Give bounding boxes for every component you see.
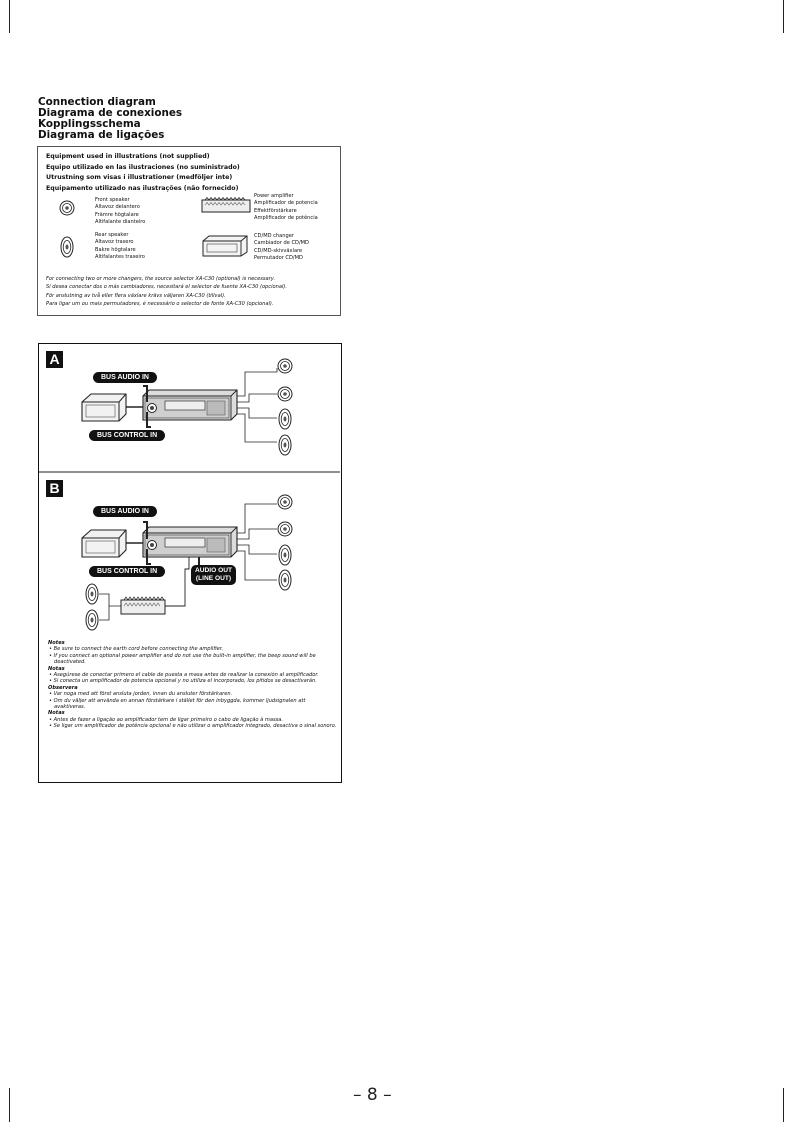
cd-changer-a bbox=[82, 394, 126, 421]
rear-speaker-label-en: Rear speaker bbox=[95, 232, 129, 238]
power-amplifier-icon bbox=[201, 197, 251, 213]
note-sv-1-text: Var noga med att först ansluta jorden, innan du ansluter förstärkaren. bbox=[53, 691, 233, 698]
amp-speaker-wires bbox=[99, 594, 121, 620]
cd-changer-label-sv: CD/MD-skivväxlare bbox=[254, 247, 303, 254]
note-pt-1: • Antes de fazer a ligação ao amplificador tem de ligar primeiro o cabo de ligação à massa. bbox=[49, 716, 284, 723]
power-amplifier-label-es: Amplificador de potencia bbox=[254, 200, 318, 207]
page-number: – 8 – bbox=[353, 1085, 392, 1105]
rear-speaker-labels bbox=[95, 232, 145, 262]
bus-audio-in-label-a: BUS AUDIO IN bbox=[93, 372, 157, 383]
audio-out-label bbox=[191, 565, 236, 585]
note-pt-2-text: Se ligar um amplificador de potência opcional e não utilizar o amplificador integrado, desactiva o sinal sonoro. bbox=[53, 723, 337, 730]
crop-mark-top-right-v bbox=[783, 0, 784, 33]
crop-mark-top-left-v bbox=[9, 0, 10, 33]
note-es-1: • Asegúrese de conectar primero el cable de puesta a masa antes de realizar la conexión al amplificador. bbox=[49, 672, 319, 679]
rear-speaker-b1-icon bbox=[279, 545, 291, 565]
speaker-wires-a bbox=[237, 368, 277, 442]
title-es: Diagrama de conexiones bbox=[38, 107, 183, 119]
audio-out-text: AUDIO OUT bbox=[195, 567, 232, 574]
note-pt-1-text: Antes de fazer a ligação ao amplificador tem de ligar primeiro o cabo de ligação à massa. bbox=[53, 716, 284, 723]
note-sv-2-text: Om du väljer att använda en annan förstärkare i stället för den inbyggda, kommer ljudsignalen att avaktiveras. bbox=[53, 697, 306, 711]
cd-changer-b bbox=[82, 530, 126, 557]
cd-changer-label-pt: Permutador CD/MD bbox=[254, 255, 303, 262]
front-speaker-label-es: Altavoz delantero bbox=[95, 204, 140, 211]
power-amplifier-labels bbox=[254, 193, 318, 223]
title-sv: Kopplingsschema bbox=[38, 118, 141, 130]
rear-speaker-a1-icon bbox=[279, 409, 291, 429]
changer-note-pt: Para ligar um ou mais permutadores, é necessário o selector de fonte XA-C30 (opcional). bbox=[46, 300, 274, 307]
note-sv-1: • Var noga med att först ansluta jorden, innan du ansluter förstärkaren. bbox=[49, 691, 233, 698]
notes-heading-sv: Observera bbox=[48, 684, 78, 691]
equipment-box bbox=[37, 146, 341, 316]
power-amplifier-label-en: Power amplifier bbox=[254, 193, 294, 199]
notes-heading-en: Notes bbox=[48, 640, 65, 646]
note-en-1: • Be sure to connect the earth cord before connecting the amplifier. bbox=[49, 646, 224, 653]
speaker-wires-b bbox=[237, 504, 277, 580]
note-es-1-text: Asegúrese de conectar primero el cable de puesta a masa antes de realizar la conexión al amplificador. bbox=[53, 672, 319, 679]
note-en-2: • If you connect an optional power amplifier and do not use the built-in amplifier, the beep sound will be deactivated. bbox=[49, 652, 316, 666]
equipment-heading-sv: Utrustning som visas i illustrationer (medföljer inte) bbox=[46, 174, 233, 182]
front-speaker-b2-icon bbox=[278, 522, 292, 536]
rear-speaker-label-sv: Bakre högtalare bbox=[95, 246, 136, 253]
line-out-text: (LINE OUT) bbox=[195, 575, 232, 582]
power-amplifier-label-sv: Effektförstärkare bbox=[254, 207, 297, 214]
note-en-2-text: If you connect an optional power amplifier and do not use the built-in amplifier, the beep sound will be deactivated. bbox=[53, 652, 316, 666]
bus-control-in-label-b: BUS CONTROL IN bbox=[89, 566, 165, 577]
equipment-heading-en: Equipment used in illustrations (not supplied) bbox=[46, 153, 210, 160]
head-unit-b bbox=[143, 527, 237, 557]
crop-mark-bottom-right-v bbox=[783, 1088, 784, 1122]
bus-control-in-label-a: BUS CONTROL IN bbox=[89, 430, 165, 441]
page-titles bbox=[38, 97, 182, 141]
rear-speaker-label-pt: Altifalantes traseiro bbox=[95, 254, 145, 261]
power-amplifier-b bbox=[121, 597, 165, 614]
title-en: Connection diagram bbox=[38, 96, 156, 108]
title-pt: Diagrama de ligações bbox=[38, 129, 165, 141]
head-unit-a bbox=[143, 390, 237, 420]
power-amplifier-label-pt: Amplificador de potência bbox=[254, 215, 318, 222]
crop-mark-bottom-left-v bbox=[9, 1088, 10, 1122]
front-speaker-icon bbox=[59, 200, 75, 216]
changer-note-sv: För anslutning av två eller flera växlare krävs väljaren XA-C30 (tillval). bbox=[46, 292, 226, 299]
line-out-cable bbox=[165, 557, 189, 606]
changer-note-es: Si desea conectar dos o más cambiadores, necesitará el selector de fuente XA-C30 (opcional). bbox=[46, 284, 287, 291]
changer-note-en: For connecting two or more changers, the source selector XA-C30 (optional) is necessary. bbox=[46, 276, 275, 282]
front-speaker-labels bbox=[95, 197, 145, 227]
section-b-label: B bbox=[46, 480, 63, 497]
connection-diagram-box bbox=[38, 343, 342, 783]
bus-audio-in-label-b: BUS AUDIO IN bbox=[93, 506, 157, 517]
equipment-heading-es: Equipo utilizado en las ilustraciones (no suministrado) bbox=[46, 163, 240, 171]
front-speaker-b1-icon bbox=[278, 495, 292, 509]
note-pt-2: • Se ligar um amplificador de potência opcional e não utilizar o amplificador integrado, desactiva o sinal sonoro. bbox=[49, 723, 337, 730]
changer-notes bbox=[46, 275, 287, 308]
amp-speaker-b2-icon bbox=[86, 610, 98, 630]
amp-speaker-b1-icon bbox=[86, 584, 98, 604]
front-speaker-a1-icon bbox=[278, 359, 292, 373]
rear-speaker-label-es: Altavoz trasero bbox=[95, 239, 134, 246]
notes-heading-es: Notas bbox=[48, 665, 65, 672]
front-speaker-label-pt: Altifalante dianteiro bbox=[95, 219, 146, 226]
front-speaker-a2-icon bbox=[278, 387, 292, 401]
note-sv-2: • Om du väljer att använda en annan förstärkare i stället för den inbyggda, kommer ljudsignalen att avaktiveras. bbox=[49, 697, 306, 711]
note-es-2: • Si conecta un amplificador de potencia opcional y no utiliza el incorporado, los pitidos se desactivarán. bbox=[49, 678, 317, 685]
rear-speaker-b2-icon bbox=[279, 570, 291, 590]
rear-speaker-a2-icon bbox=[279, 435, 291, 455]
front-speaker-label-en: Front speaker bbox=[95, 197, 130, 203]
front-speaker-label-sv: Främre högtalare bbox=[95, 211, 139, 218]
notes-heading-pt: Notas bbox=[48, 710, 65, 717]
section-a-label: A bbox=[46, 351, 63, 368]
note-es-2-text: Si conecta un amplificador de potencia opcional y no utiliza el incorporado, los pitidos se desactivarán. bbox=[53, 678, 317, 685]
notes-section bbox=[48, 640, 338, 730]
note-en-1-text: Be sure to connect the earth cord before connecting the amplifier. bbox=[53, 646, 224, 653]
rear-speaker-icon bbox=[60, 236, 74, 258]
cd-changer-icon bbox=[201, 235, 249, 257]
cd-changer-label-en: CD/MD changer bbox=[254, 233, 294, 239]
equipment-heading-pt: Equipamento utilizado nas ilustrações (não fornecido) bbox=[46, 184, 239, 192]
cd-changer-labels bbox=[254, 233, 309, 263]
equipment-headings bbox=[46, 152, 240, 194]
cd-changer-label-es: Cambiador de CD/MD bbox=[254, 240, 309, 247]
